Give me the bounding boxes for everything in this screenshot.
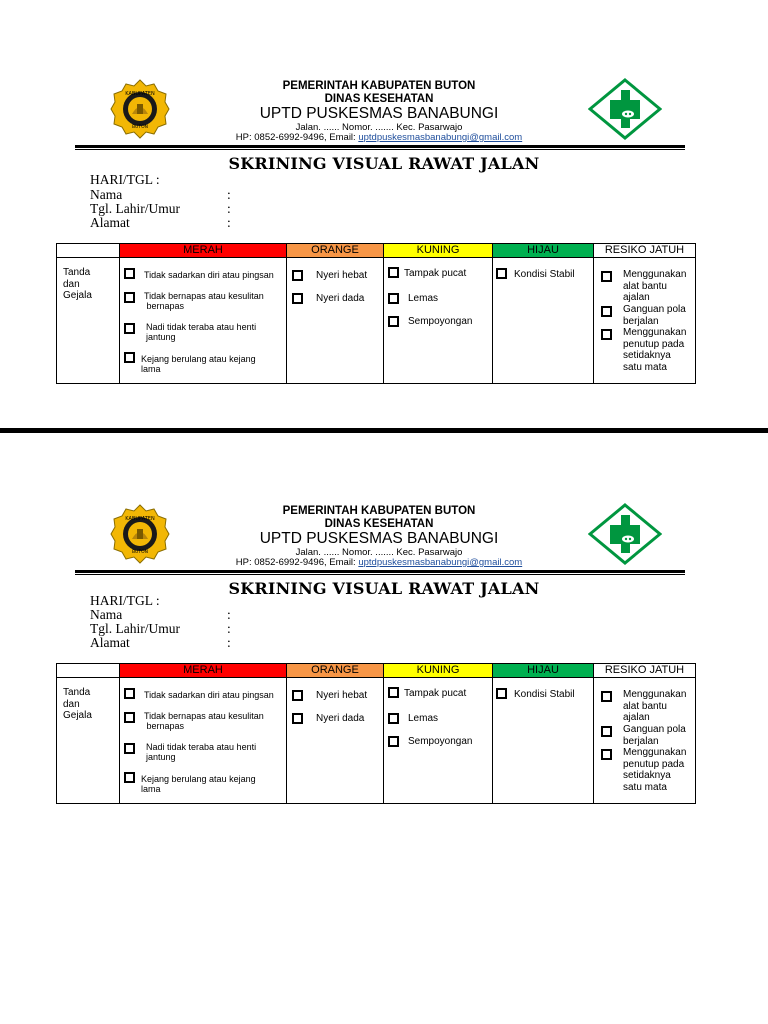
label-tidak-sadarkan-diri: Tidak sadarkan diri atau pingsan xyxy=(144,690,274,700)
puskesmas-logo xyxy=(588,503,662,565)
header-department: DINAS KESEHATAN xyxy=(324,93,434,105)
label-tampak-pucat: Tampak pucat xyxy=(404,688,467,699)
svg-text:KABUPATEN: KABUPATEN xyxy=(125,91,155,97)
svg-text:KABUPATEN: KABUPATEN xyxy=(125,516,155,522)
checkbox-kejang-berulang[interactable] xyxy=(124,772,135,783)
checkbox-nadi-tidak-teraba[interactable] xyxy=(124,743,135,754)
label-penutup-mata: Menggunakan penutup pada setidaknya satu mata xyxy=(623,747,687,793)
resiko-jatuh-cell xyxy=(594,258,696,384)
checkbox-nyeri-dada[interactable] xyxy=(292,713,303,724)
label-gangguan-pola: Ganguan pola berjalan xyxy=(623,304,686,327)
label-alat-bantu: Menggunakan alat bantu ajalan xyxy=(623,269,687,303)
checkbox-nyeri-hebat[interactable] xyxy=(292,690,303,701)
checkbox-sempoyongan[interactable] xyxy=(388,736,399,747)
checkbox-tidak-bernapas[interactable] xyxy=(124,712,135,723)
label-sempoyongan: Sempoyongan xyxy=(408,736,473,747)
label-sempoyongan: Sempoyongan xyxy=(408,316,473,327)
orange-cell xyxy=(287,258,384,384)
checkbox-tidak-sadarkan-diri[interactable] xyxy=(124,268,135,279)
header-orange: ORANGE xyxy=(287,244,384,258)
header-rule-thick xyxy=(75,145,685,148)
checkbox-kondisi-stabil[interactable] xyxy=(496,268,507,279)
header-merah: MERAH xyxy=(120,244,287,258)
header-rule-thin xyxy=(75,149,685,150)
label-nadi-tidak-teraba: Nadi tidak teraba atau henti jantung xyxy=(146,742,257,762)
form-bottom xyxy=(0,503,768,903)
label-kondisi-stabil: Kondisi Stabil xyxy=(514,269,575,280)
header-contact: HP: 0852-6992-9496, Email: uptdpuskesmasbanabungi@gmail.com xyxy=(235,557,523,568)
field-alamat: Alamat xyxy=(90,215,130,230)
header-rule-thick xyxy=(75,570,685,573)
header-government: PEMERINTAH KABUPATEN BUTON xyxy=(282,505,476,517)
label-nyeri-hebat: Nyeri hebat xyxy=(316,690,368,701)
svg-text:BUTON: BUTON xyxy=(131,550,149,555)
kabupaten-buton-emblem xyxy=(110,78,170,140)
colon: : xyxy=(227,187,231,202)
row-label: Tanda dan Gejala xyxy=(63,267,92,301)
checkbox-kondisi-stabil[interactable] xyxy=(496,688,507,699)
colon: : xyxy=(227,201,231,216)
header-hijau: HIJAU xyxy=(493,664,594,678)
header-hijau: HIJAU xyxy=(493,244,594,258)
checkbox-alat-bantu[interactable] xyxy=(601,271,612,282)
label-nyeri-dada: Nyeri dada xyxy=(316,713,365,724)
header-merah: MERAH xyxy=(120,664,287,678)
kuning-cell xyxy=(384,678,493,804)
checkbox-tidak-sadarkan-diri[interactable] xyxy=(124,688,135,699)
field-hari-tgl: HARI/TGL : xyxy=(90,172,160,187)
label-kondisi-stabil: Kondisi Stabil xyxy=(514,689,575,700)
checkbox-sempoyongan[interactable] xyxy=(388,316,399,327)
colon: : xyxy=(227,215,231,230)
checkbox-nadi-tidak-teraba[interactable] xyxy=(124,323,135,334)
field-alamat: Alamat xyxy=(90,635,130,650)
header-empty xyxy=(57,244,120,258)
field-tgl-lahir: Tgl. Lahir/Umur xyxy=(90,201,180,216)
header-orange: ORANGE xyxy=(287,664,384,678)
label-nadi-tidak-teraba: Nadi tidak teraba atau henti jantung xyxy=(146,322,257,342)
form-title: SKRINING VISUAL RAWAT JALAN xyxy=(228,579,540,598)
svg-text:BUTON: BUTON xyxy=(131,125,149,130)
orange-cell xyxy=(287,678,384,804)
colon: : xyxy=(227,635,231,650)
checkbox-gangguan-pola[interactable] xyxy=(601,306,612,317)
merah-cell xyxy=(120,678,287,804)
checkbox-tidak-bernapas[interactable] xyxy=(124,292,135,303)
field-hari-tgl: HARI/TGL : xyxy=(90,593,160,608)
header-department: DINAS KESEHATAN xyxy=(324,518,434,530)
label-nyeri-hebat: Nyeri hebat xyxy=(316,270,368,281)
puskesmas-logo xyxy=(588,78,662,140)
label-lemas: Lemas xyxy=(408,293,439,304)
header-puskesmas: UPTD PUSKESMAS BANABUNGI xyxy=(259,530,499,547)
field-nama: Nama xyxy=(90,607,123,622)
label-gangguan-pola: Ganguan pola berjalan xyxy=(623,724,686,747)
header-resiko-jatuh: RESIKO JATUH xyxy=(594,244,696,258)
header-contact: HP: 0852-6992-9496, Email: uptdpuskesmasbanabungi@gmail.com xyxy=(235,132,523,143)
colon: : xyxy=(227,621,231,636)
field-nama: Nama xyxy=(90,187,123,202)
row-label-cell xyxy=(57,258,120,384)
label-tidak-sadarkan-diri: Tidak sadarkan diri atau pingsan xyxy=(144,270,274,280)
checkbox-alat-bantu[interactable] xyxy=(601,691,612,702)
checkbox-gangguan-pola[interactable] xyxy=(601,726,612,737)
label-tidak-bernapas: Tidak bernapas atau kesulitan bernapas xyxy=(144,291,264,311)
form-title: SKRINING VISUAL RAWAT JALAN xyxy=(228,154,540,173)
email-link[interactable]: uptdpuskesmasbanabungi@gmail.com xyxy=(358,557,523,568)
checkbox-tampak-pucat[interactable] xyxy=(388,267,399,278)
merah-cell xyxy=(120,258,287,384)
page-separator xyxy=(0,428,768,433)
field-tgl-lahir: Tgl. Lahir/Umur xyxy=(90,621,180,636)
triage-table xyxy=(56,243,696,384)
checkbox-lemas[interactable] xyxy=(388,713,399,724)
checkbox-penutup-mata[interactable] xyxy=(601,329,612,340)
checkbox-nyeri-dada[interactable] xyxy=(292,293,303,304)
row-label-cell xyxy=(57,678,120,804)
row-label: Tanda dan Gejala xyxy=(63,687,92,721)
header-resiko-jatuh: RESIKO JATUH xyxy=(594,664,696,678)
label-lemas: Lemas xyxy=(408,713,439,724)
header-kuning: KUNING xyxy=(384,244,493,258)
header-kuning: KUNING xyxy=(384,664,493,678)
email-link[interactable]: uptdpuskesmasbanabungi@gmail.com xyxy=(358,132,523,143)
label-tidak-bernapas: Tidak bernapas atau kesulitan bernapas xyxy=(144,711,264,731)
colon: : xyxy=(227,607,231,622)
kabupaten-buton-emblem xyxy=(110,503,170,565)
kuning-cell xyxy=(384,258,493,384)
checkbox-lemas[interactable] xyxy=(388,293,399,304)
checkbox-tampak-pucat[interactable] xyxy=(388,687,399,698)
label-alat-bantu: Menggunakan alat bantu ajalan xyxy=(623,689,687,723)
resiko-jatuh-cell xyxy=(594,678,696,804)
form-top xyxy=(0,78,768,478)
checkbox-nyeri-hebat[interactable] xyxy=(292,270,303,281)
header-puskesmas: UPTD PUSKESMAS BANABUNGI xyxy=(259,105,499,122)
header-address: Jalan. ...... Nomor. ....... Kec. Pasarwajo xyxy=(295,122,463,133)
label-tampak-pucat: Tampak pucat xyxy=(404,268,467,279)
triage-table xyxy=(56,663,696,804)
label-kejang-berulang: Kejang berulang atau kejang lama xyxy=(141,354,256,374)
hijau-cell xyxy=(493,678,594,804)
label-kejang-berulang: Kejang berulang atau kejang lama xyxy=(141,774,256,794)
header-address: Jalan. ...... Nomor. ....... Kec. Pasarwajo xyxy=(295,547,463,558)
checkbox-kejang-berulang[interactable] xyxy=(124,352,135,363)
label-penutup-mata: Menggunakan penutup pada setidaknya satu mata xyxy=(623,327,687,373)
header-rule-thin xyxy=(75,574,685,575)
hijau-cell xyxy=(493,258,594,384)
header-government: PEMERINTAH KABUPATEN BUTON xyxy=(282,80,476,92)
label-nyeri-dada: Nyeri dada xyxy=(316,293,365,304)
checkbox-penutup-mata[interactable] xyxy=(601,749,612,760)
header-empty xyxy=(57,664,120,678)
